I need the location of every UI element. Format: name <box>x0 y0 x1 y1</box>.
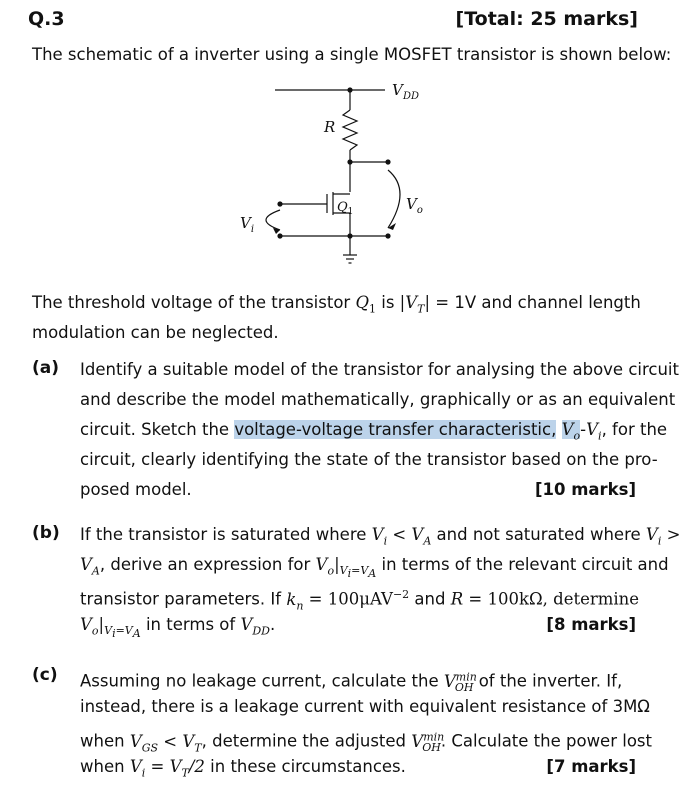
drain-node <box>347 159 352 164</box>
part-a-label: (a) <box>32 358 60 378</box>
part-b-line-2: $V_A$, derive an expression for $V_o|_{V_i=V_A}$ in terms of the relevant circuit and <box>80 555 669 581</box>
part-b-line-1: If the transistor is saturated where $V_i < V_A$ and not saturated where $V_i$ > <box>80 525 681 548</box>
threshold-line-1: The threshold voltage of the transistor $Q_1$ is $|V_T| = 1V$ and channel length <box>32 293 641 316</box>
part-b-label: (b) <box>32 523 60 543</box>
part-a-line-1: Identify a suitable model of the transistor for analysing the above circuit <box>80 360 679 379</box>
part-c-marks: [7 marks] <box>546 757 636 776</box>
part-c-label: (c) <box>32 665 58 685</box>
part-a-marks: [10 marks] <box>534 480 636 499</box>
question-number: Q.3 <box>28 8 65 30</box>
part-c-line-4: when $V_i = V_T/2$ in these circumstances. [7 marks] <box>80 752 636 782</box>
vi-label: $V_i$ <box>240 214 255 235</box>
resistor-r <box>343 110 357 150</box>
part-a-line-3: circuit. Sketch the voltage-voltage transfer characteristic, $V_o-V_i$, for the <box>80 420 668 443</box>
part-c-body <box>80 662 652 782</box>
vi-arrow <box>266 210 280 230</box>
vo-top-terminal <box>385 159 390 164</box>
vo-arrow <box>388 170 400 228</box>
vdd-label: V <box>392 81 403 99</box>
part-a-line-2: and describe the model mathematically, graphically or as an equivalent <box>80 390 676 409</box>
part-b-line-4: $V_o|_{V_i=V_A}$ in terms of $V_{DD}$. [8 marks] <box>80 610 636 640</box>
part-c-line-3: when $V_{GS} < V_T$, determine the adjusted $V^{min}_{OH}$. Calculate the power lost <box>80 730 652 754</box>
vi-bottom-terminal <box>277 233 282 238</box>
vdd-node <box>347 87 352 92</box>
q1-label: $Q_1$ <box>337 200 354 217</box>
threshold-line-2: modulation can be neglected. <box>32 323 279 342</box>
part-a-line-5: posed model. [10 marks] <box>80 475 636 505</box>
intro-text: The schematic of a inverter using a single MOSFET transistor is shown below: <box>32 45 672 64</box>
part-a-line-4: circuit, clearly identifying the state of the transistor based on the pro- <box>80 450 658 469</box>
gate-terminal <box>277 201 282 206</box>
part-c-line-2: instead, there is a leakage current with equivalent resistance of 3MΩ <box>80 697 650 716</box>
vo-bottom-terminal <box>385 233 390 238</box>
total-marks: [Total: 25 marks] <box>455 8 638 30</box>
inverter-schematic <box>220 70 460 280</box>
part-a-body <box>80 355 679 505</box>
vo-label: $V_o$ <box>406 195 423 216</box>
part-b-line-3: transistor parameters. If $k_n = 100\mu AV^{-2}$ and R = 100kΩ, determine <box>80 588 640 612</box>
vdd-sub: DD <box>403 91 420 102</box>
highlighted-term: voltage-voltage transfer characteristic, <box>234 420 557 439</box>
r-label: R <box>324 118 336 136</box>
source-node <box>347 233 352 238</box>
part-b-marks: [8 marks] <box>546 615 636 634</box>
part-b-body <box>80 520 681 641</box>
part-c-line-1: Assuming no leakage current, calculate the $V^{min}_{OH}$ of the inverter. If, <box>80 670 623 694</box>
